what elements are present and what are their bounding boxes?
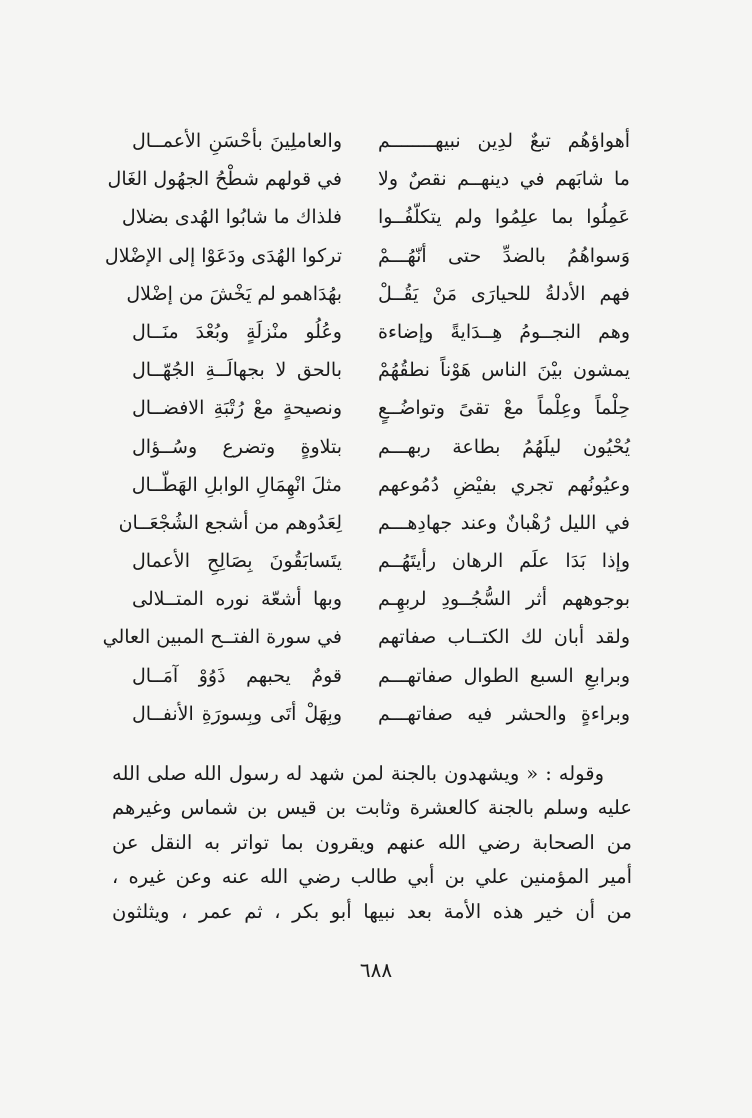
verse-hemistich: بوجوههم أثر السُّجُــودِ لربهِـم: [378, 588, 630, 611]
verse-hemistich: وعيُونُهم تجري بفيْضِ دُمُوعهم: [378, 473, 630, 496]
verse-hemistich: وبراءةٍ والحشر فيه صفاتهـــم: [378, 702, 630, 725]
verse-hemistich: وإذا بَدَا علَم الرهان رأيتَهُــم: [378, 550, 630, 573]
verse-hemistich: تركوا الهُدَى ودَعَوْا إلى الإضْلال: [104, 244, 342, 267]
verse-hemistich: ما شابَهم في دينهــم نقصٌ ولا: [378, 168, 630, 191]
verse-hemistich: والعاملِينَ بأحْسَنِ الأعمــال: [132, 130, 342, 152]
prose-line: من أن خير هذه الأمة بعد نبيها أبو بكر ، ثم عمر ، ويثلثون: [112, 899, 632, 923]
verse-hemistich: وبها أشعّة نوره المتــلالى: [132, 588, 342, 611]
page-number: ٦٨٨: [359, 958, 393, 982]
verse-hemistich: وهم النجــومُ هِــدَايةً وإضاءة: [378, 320, 630, 343]
verse-hemistich: يتَسابَقُونَ بِصَالِحِ الأعمال: [132, 550, 342, 573]
prose-paragraph: [112, 757, 632, 929]
verse-hemistich: حِلْماً وعِلْماً معْ تقىً وتواضُــعٍ: [378, 397, 630, 420]
verse-hemistich: في قولهم شطْحُ الجهُول الغَال: [107, 168, 342, 191]
verse-hemistich: وعُلُو منْزلَةٍ وبُعْدَ منَــال: [132, 320, 342, 343]
verse-hemistich: ونصيحةٍ معْ رُتْبَةِ الافضــال: [132, 397, 342, 420]
verse-hemistich: فهم الأدلةُ للحيارَى مَنْ يَقُــلْ: [378, 282, 630, 305]
prose-line: عليه وسلم بالجنة كالعشرة وثابت بن قيس بن شماس وغيرهم: [112, 796, 632, 820]
verse-hemistich: وبِهَلْ أتَى وبِسورَةِ الأنفــال: [132, 702, 342, 725]
verse-hemistich: وَسواهُمُ بالضدِّ حتى أنّهُـــمْ: [378, 244, 630, 267]
verse-hemistich: يُحْيُون ليلَهُمُ بطاعة ربهـــم: [378, 435, 630, 458]
prose-line: وقوله : « ويشهدون بالجنة لمن شهد له رسول الله صلى الله: [112, 762, 604, 785]
verse-hemistich: يمشون بيْنَ الناس هَوْناً نطقُهُمْ: [378, 359, 630, 382]
verse-hemistich: لِعَدُوهم من أشجع الشُجْعَــان: [118, 511, 342, 534]
verse-hemistich: في الليل رُهْبانٌ وعند جهادِهـــم: [378, 511, 630, 534]
verse-hemistich: وبرابعِ السبع الطوال صفاتهـــم: [378, 664, 630, 687]
verse-hemistich: قومٌ يحبهم ذَوُوْ آمَــال: [132, 664, 342, 687]
verse-hemistich: بالحق لا بجهالَــةِ الجُهّــال: [132, 359, 342, 382]
poem-left-column: [102, 122, 342, 733]
verse-hemistich: مثلَ انْهِمَالِ الوابلِ الهَطّــال: [131, 473, 342, 496]
verse-hemistich: عَمِلُوا بما علِمُوا ولم يتكلّفُــوا: [378, 206, 630, 229]
verse-hemistich: بتلاوةٍ وتضرع وسُــؤال: [132, 435, 342, 458]
verse-hemistich: أهواؤهُم تبعٌ لدِين نبيهــــــــم: [378, 130, 630, 152]
verse-hemistich: فلذاك ما شابُوا الهُدى بضلال: [121, 206, 342, 229]
poem-right-column: [378, 122, 630, 733]
prose-line: أمير المؤمنين علي بن أبي طالب رضي الله عنه وعن غيره ،: [112, 865, 632, 889]
verse-hemistich: بهُدَاهمو لم يَخْشَ من إضْلال: [126, 282, 342, 305]
verse-hemistich: ولقد أبان لك الكتــاب صفاتهم: [378, 626, 630, 649]
prose-line: من الصحابة رضي الله عنهم ويقرون بما تواتر به النقل عن: [112, 830, 632, 854]
verse-hemistich: في سورة الفتــح المبين العالي: [102, 626, 342, 649]
